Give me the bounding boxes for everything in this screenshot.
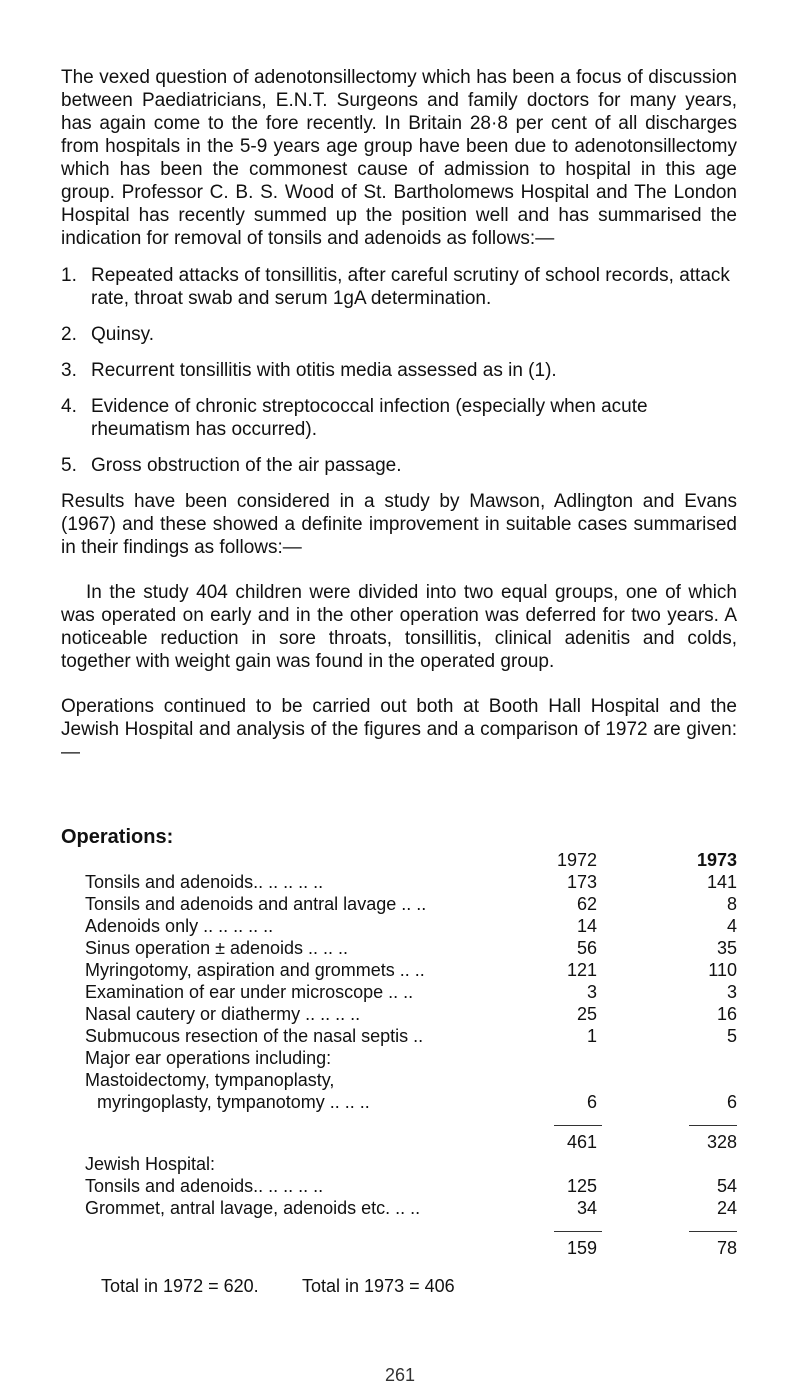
rule-line <box>689 1231 737 1232</box>
row-value-1973: 35 <box>716 938 737 958</box>
rule-line <box>554 1231 602 1232</box>
intro-paragraph: The vexed question of adenotonsillectomy which has been a focus of discussion between Paediatricians, E.N.T. Surgeons and family doctors for many years, has again come to the fore recently. In Britain 28·8 per cent of all discharges from hospitals in the 5-9 years age group have been due to adenotonsillectomy which has been the commonest cause of admission to hospital in this age group. Professor C. B. S. Wood of St. Bartholomews Hospital and The London Hospital has recently summed up the position well and has summarised the indication for removal of tonsils and adenoids as follows:— <box>61 67 737 249</box>
row-value-1972: 6 <box>586 1092 597 1112</box>
subtotal-1973: 328 <box>706 1132 737 1152</box>
list-item-number: 3. <box>61 360 77 381</box>
table-row <box>61 937 737 959</box>
row-value-1972: 25 <box>576 1004 597 1024</box>
row-value-1972: 125 <box>566 1176 597 1196</box>
operations-title: Operations: <box>61 826 174 848</box>
jewish-total-1973: 78 <box>716 1238 737 1258</box>
table-row-major-ear-values <box>61 1091 737 1113</box>
row-value-1973: 24 <box>716 1198 737 1218</box>
list-item-number: 4. <box>61 396 77 417</box>
row-label: Sinus operation ± adenoids .. .. .. <box>85 938 349 958</box>
list-item-text: Quinsy. <box>91 324 155 345</box>
table-row <box>61 1003 737 1025</box>
page-number: 261 <box>384 1365 416 1385</box>
row-value-1973: 16 <box>716 1004 737 1024</box>
row-value-1973: 110 <box>708 960 737 980</box>
list-item-text: Recurrent tonsillitis with otitis media assessed as in (1). <box>91 360 557 381</box>
row-label: Jewish Hospital: <box>85 1154 216 1174</box>
list-item <box>61 454 737 477</box>
rule-line <box>689 1125 737 1126</box>
row-label: Myringotomy, aspiration and grommets .. .. <box>85 960 425 980</box>
row-label: Major ear operations including: <box>85 1048 332 1068</box>
row-value-1972: 34 <box>576 1198 597 1218</box>
table-row <box>61 1175 737 1197</box>
grand-totals <box>61 1275 737 1301</box>
list-item <box>61 264 737 310</box>
row-value-1973: 5 <box>726 1026 737 1046</box>
table-row <box>61 871 737 893</box>
list-item-text: Repeated attacks of tonsillitis, after careful scrutiny of school records, attack rate, throat swab and serum 1gA determination. <box>91 265 730 309</box>
subtotal-row <box>61 1131 737 1153</box>
document-page <box>61 66 737 1301</box>
column-header-1972: 1972 <box>556 850 597 870</box>
row-value-1972: 14 <box>576 916 597 936</box>
column-header-1973: 1973 <box>696 850 737 870</box>
row-value-1972: 173 <box>566 872 597 892</box>
list-item-text: Gross obstruction of the air passage. <box>91 455 402 476</box>
study-paragraph: In the study 404 children were divided into two equal groups, one of which was operated on early and in the other operation was deferred for two years. A noticeable reduction in sore throats, tonsillitis, clinical adenitis and colds, together with weight gain was found in the operated group. <box>61 582 737 672</box>
list-item-number: 1. <box>61 265 77 286</box>
row-value-1973: 6 <box>726 1092 737 1112</box>
row-label: Tonsils and adenoids and antral lavage .. .. <box>85 894 427 914</box>
table-row-major-ear <box>61 1047 737 1069</box>
list-item-number: 5. <box>61 455 77 476</box>
table-row <box>61 1025 737 1047</box>
subtotal-rule <box>61 1119 737 1131</box>
row-value-1973: 4 <box>726 916 737 936</box>
results-paragraph: Results have been considered in a study by Mawson, Adlington and Evans (1967) and these showed a definite improvement in suitable cases summarised in their findings as follows:— <box>61 491 737 558</box>
row-value-1972: 62 <box>576 894 597 914</box>
row-label: Tonsils and adenoids.. .. .. .. .. <box>85 1176 324 1196</box>
jewish-total-1972: 159 <box>566 1238 597 1258</box>
rule-line <box>554 1125 602 1126</box>
list-item-number: 2. <box>61 324 77 345</box>
row-label: Tonsils and adenoids.. .. .. .. .. <box>85 872 324 892</box>
row-value-1972: 3 <box>586 982 597 1002</box>
indications-list <box>61 264 737 477</box>
row-value-1972: 1 <box>586 1026 597 1046</box>
table-row <box>61 915 737 937</box>
row-label: Nasal cautery or diathermy .. .. .. .. <box>85 1004 361 1024</box>
subtotal-1972: 461 <box>566 1132 597 1152</box>
table-row <box>61 959 737 981</box>
row-label: Adenoids only .. .. .. .. .. <box>85 916 274 936</box>
jewish-total-row <box>61 1237 737 1259</box>
jewish-hospital-heading <box>61 1153 737 1175</box>
table-row <box>61 981 737 1003</box>
list-item <box>61 395 737 441</box>
row-value-1973: 3 <box>726 982 737 1002</box>
row-value-1972: 56 <box>576 938 597 958</box>
row-label: Grommet, antral lavage, adenoids etc. .. .. <box>85 1198 421 1218</box>
list-item <box>61 323 737 346</box>
row-label: myringoplasty, tympanotomy .. .. .. <box>97 1092 370 1112</box>
row-value-1973: 54 <box>716 1176 737 1196</box>
table-row <box>61 893 737 915</box>
continued-paragraph: Operations continued to be carried out both at Booth Hall Hospital and the Jewish Hospital and analysis of the figures and a comparison of 1972 are given:— <box>61 696 737 763</box>
table-header-row <box>61 849 737 871</box>
total-1973: Total in 1973 = 406 <box>302 1276 455 1296</box>
list-item-text: Evidence of chronic streptococcal infection (especially when acute rheumatism has occurred). <box>91 396 648 440</box>
jewish-total-rule <box>61 1225 737 1237</box>
total-1972: Total in 1972 = 620. <box>101 1276 259 1296</box>
row-label: Submucous resection of the nasal septis .. <box>85 1026 424 1046</box>
row-value-1973: 141 <box>706 872 737 892</box>
operations-table <box>61 849 737 1301</box>
table-row-major-ear-cont <box>61 1069 737 1091</box>
row-label: Mastoidectomy, tympanoplasty, <box>85 1070 335 1090</box>
table-row <box>61 1197 737 1219</box>
row-label: Examination of ear under microscope .. .. <box>85 982 414 1002</box>
row-value-1973: 8 <box>726 894 737 914</box>
list-item <box>61 359 737 382</box>
row-value-1972: 121 <box>566 960 597 980</box>
